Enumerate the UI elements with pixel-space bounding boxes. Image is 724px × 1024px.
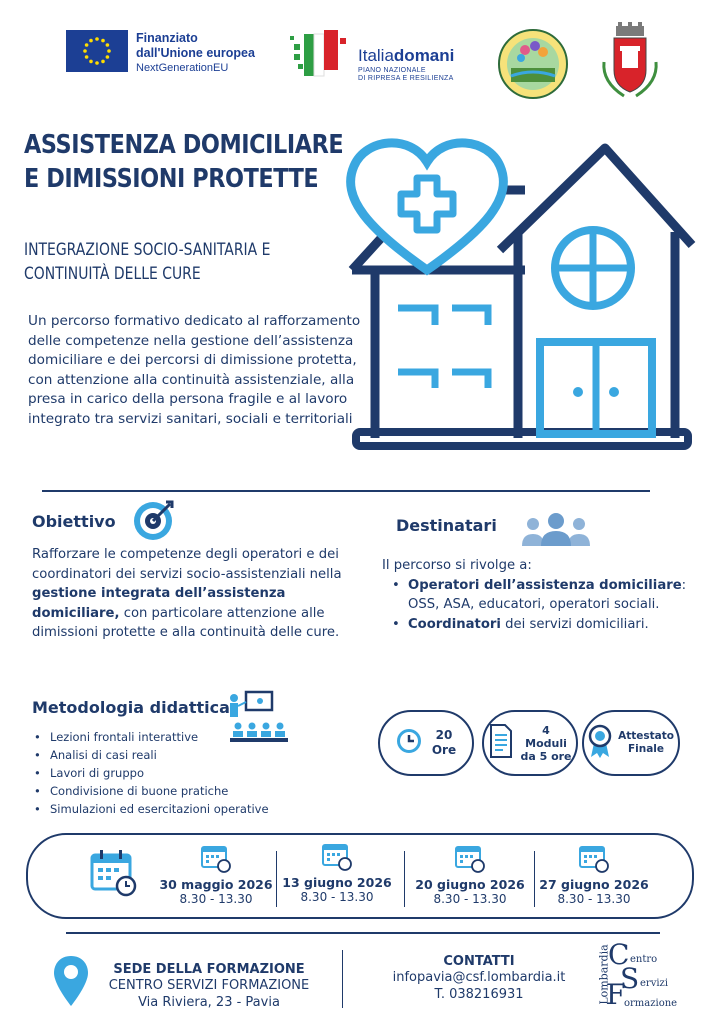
date-time: 8.30 - 13.30	[300, 890, 374, 904]
house-with-heart-cross-icon	[340, 120, 710, 464]
calendar-icon	[454, 843, 486, 873]
contacts-heading: CONTATTI	[443, 954, 515, 969]
calendar-icon	[90, 849, 138, 901]
list-item: • Lezioni frontali interattive	[34, 728, 354, 746]
contacts-block	[384, 954, 574, 1003]
list-item: • Simulazioni ed esercitazioni operative	[34, 800, 354, 818]
list-item: • Coordinatori dei servizi domiciliari.	[392, 615, 702, 635]
page-subtitle: INTEGRAZIONE SOCIO-SANITARIA E CONTINUITÀ DELLE CURE	[24, 240, 271, 284]
calendar-icon	[578, 843, 610, 873]
intro-paragraph: Un percorso formativo dedicato al rafforzamento delle competenze nella gestione dell’assistenza domiciliare e dei percorsi di dimissione protetta, con attenzione alla continuità assistenziale, alla presa in carico della persona fragile e al lavoro integrato tra servizi sanitari, sociali e territoriali	[28, 313, 361, 427]
date-time: 8.30 - 13.30	[557, 892, 631, 906]
date-day: 30 maggio 2026	[159, 877, 273, 892]
footer-separator	[342, 950, 343, 1008]
contact-phone[interactable]: T. 038216931	[434, 987, 524, 1002]
map-pin-icon	[52, 954, 90, 1012]
ambito-territoriale-seal-icon	[497, 28, 569, 104]
venue-block	[100, 962, 318, 1011]
schedule-box	[26, 833, 694, 919]
date-item-3	[410, 843, 530, 906]
target-icon	[132, 498, 176, 546]
list-item: • Condivisione di buone pratiche	[34, 782, 354, 800]
certificate-icon	[588, 723, 612, 763]
date-separator	[404, 851, 405, 907]
calendar-icon	[200, 843, 232, 873]
eu-logo-subtext: NextGenerationEU	[136, 62, 229, 74]
date-item-1	[156, 843, 276, 906]
page-title: ASSISTENZA DOMICILIARE E DIMISSIONI PROTETTE	[24, 130, 344, 194]
csf-logo: Lombardia C entro S ervizi F ormazione	[597, 938, 678, 1011]
modules-badge: 4 Moduli da 5 ore	[482, 710, 578, 776]
eu-logo-text: Finanziato dall'Unione europea	[136, 31, 255, 60]
italiadomani-brand: Italiadomani	[358, 46, 455, 65]
date-time: 8.30 - 13.30	[433, 892, 507, 906]
contact-email[interactable]: infopavia@csf.lombardia.it	[392, 970, 566, 985]
objective-heading: Obiettivo	[32, 512, 116, 531]
recipients-intro: Il percorso si rivolge a:	[382, 558, 532, 573]
list-item: • Operatori dell’assistenza domiciliare: OSS, ASA, educatori, operatori sociali.	[392, 576, 702, 615]
eu-flag-icon	[66, 30, 128, 72]
objective-text: Rafforzare le competenze degli operatori e dei coordinatori dei servizi socio-assistenziali nella gestione integrata dell’assistenza domiciliare, con particolare attenzione alle dimissioni protette e alla continuità delle cure.	[32, 547, 342, 640]
venue-heading: SEDE DELLA FORMAZIONE	[113, 962, 305, 977]
date-day: 27 giugno 2026	[539, 877, 649, 892]
date-day: 20 giugno 2026	[415, 877, 525, 892]
date-day: 13 giugno 2026	[282, 875, 392, 890]
calendar-icon	[321, 841, 353, 871]
venue-name: CENTRO SERVIZI FORMAZIONE	[108, 978, 310, 993]
recipients-heading: Destinatari	[396, 516, 497, 535]
date-item-2	[277, 841, 397, 904]
methodology-list	[34, 728, 354, 818]
hours-badge: 20 Ore	[378, 710, 474, 776]
divider	[66, 932, 660, 934]
divider	[42, 490, 650, 492]
list-item: • Lavori di gruppo	[34, 764, 354, 782]
date-item-4	[534, 843, 654, 906]
italiadomani-tagline: PIANO NAZIONALE DI RIPRESA E RESILIENZA	[358, 67, 454, 82]
group-icon	[520, 512, 592, 552]
methodology-heading: Metodologia didattica	[32, 698, 230, 717]
document-icon	[488, 723, 514, 763]
municipal-coat-of-arms-icon	[598, 22, 662, 106]
italiadomani-mark-icon	[290, 30, 354, 84]
list-item: • Analisi di casi reali	[34, 746, 354, 764]
certificate-badge: Attestato Finale	[582, 710, 680, 776]
date-time: 8.30 - 13.30	[179, 892, 253, 906]
venue-address: Via Riviera, 23 - Pavia	[138, 995, 280, 1010]
recipients-block	[382, 556, 702, 634]
clock-icon	[396, 728, 422, 758]
